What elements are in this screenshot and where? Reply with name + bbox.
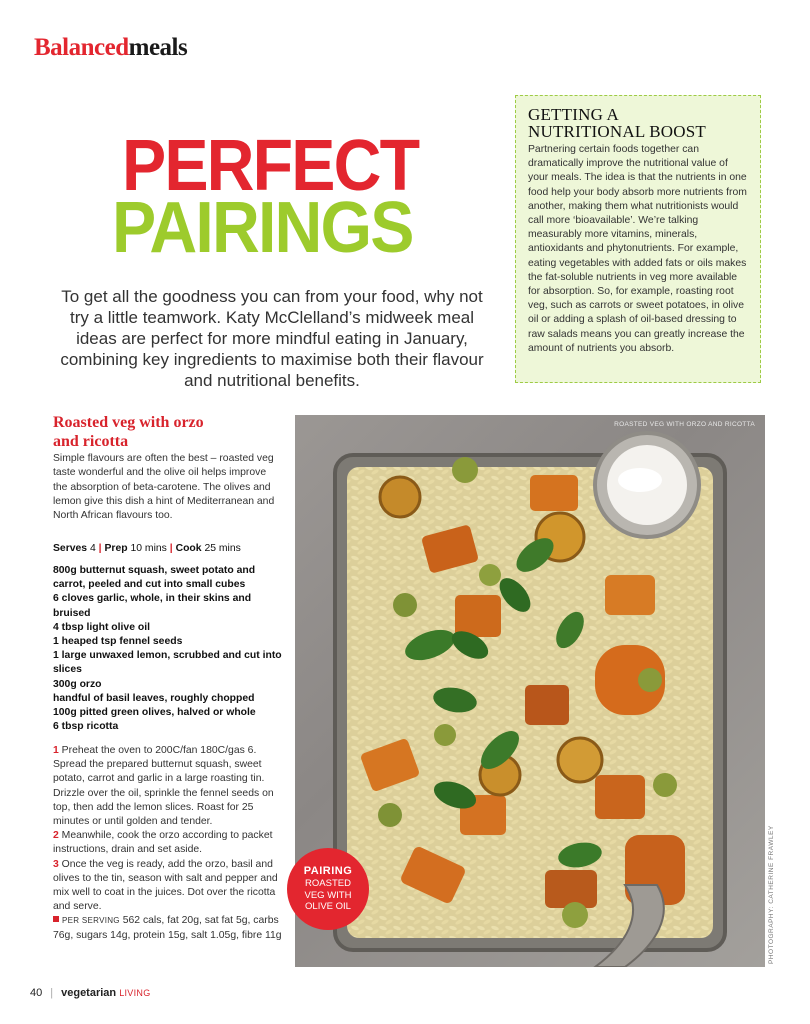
- badge-line-1: PAIRING: [303, 865, 353, 877]
- meta-separator: |: [98, 543, 102, 554]
- method-step: [53, 829, 283, 857]
- method-step: [53, 744, 283, 829]
- ingredient-item: 4 tbsp light olive oil: [53, 621, 150, 633]
- step-number: 3: [53, 858, 59, 870]
- badge-line-3: VEG WITH: [304, 889, 352, 901]
- meta-separator: |: [169, 543, 173, 554]
- ingredient-item: handful of basil leaves, roughly chopped: [53, 692, 255, 704]
- recipe-description: Simple flavours are often the best – roasted veg taste wonderful and the olive oil helps improve the absorption of beta-carotene. The olives and lemon give this dish a hint of Mediterranean and North African flavours too.: [53, 453, 275, 522]
- per-serving-label: PER SERVING: [62, 916, 120, 926]
- brand-part-1: Balanced: [34, 34, 129, 61]
- badge-line-2: ROASTED: [305, 878, 351, 889]
- intro-text: To get all the goodness you can from your food, why not try a little teamwork. Katy McClelland’s midweek meal ideas are perfect for more mindful eating in January, combining key ingredients to maximise both their flavour and nutritional benefits.: [60, 287, 484, 390]
- step-number: 2: [53, 830, 59, 842]
- badge-line-4: OLIVE OIL: [305, 901, 351, 912]
- recipe-title-line-1: Roasted veg with orzo: [53, 414, 204, 431]
- ingredient-item: 100g pitted green olives, halved or whole: [53, 707, 256, 719]
- headline-line-2: PAIRINGS: [112, 188, 413, 268]
- page-footer: [30, 987, 151, 999]
- ingredient-item: 800g butternut squash, sweet potato and carrot, peeled and cut into small cubes: [53, 565, 256, 591]
- photo-credit: PHOTOGRAPHY: CATHERINE FRAWLEY: [768, 825, 775, 964]
- boost-title-line-1: GETTING A: [528, 105, 620, 124]
- magazine-suffix: LIVING: [119, 988, 151, 998]
- pairing-badge: [287, 848, 369, 930]
- ingredient-item: 6 cloves garlic, whole, in their skins and bruised: [53, 593, 252, 619]
- ingredients-list: [53, 564, 283, 734]
- method: [53, 744, 283, 943]
- serves-value: 4: [89, 543, 96, 554]
- method-step: [53, 858, 283, 915]
- step-text: Preheat the oven to 200C/fan 180C/gas 6. Spread the prepared butternut squash, sweet potato, carrot and garlic in a large roasting tin. Drizzle over the oil, sprinkle the fennel seeds on top, then add the lemon slices. Roast for 25 minutes or until golden and tender.: [53, 745, 274, 828]
- ingredient-item: 300g orzo: [53, 678, 102, 690]
- step-number: 1: [53, 745, 59, 756]
- section-brand: [34, 34, 187, 62]
- step-text: Once the veg is ready, add the orzo, basil and olives to the tin, season with salt and pepper and mix well to coat in the juices. Dot over the ricotta and serve.: [53, 858, 278, 913]
- step-text: Meanwhile, cook the orzo according to packet instructions, drain and set aside.: [53, 830, 273, 856]
- boost-title-line-2: NUTRITIONAL BOOST: [528, 122, 706, 141]
- prep-label: Prep: [104, 543, 128, 554]
- footer-separator: |: [50, 987, 54, 999]
- ricotta-bowl: [595, 433, 699, 537]
- ingredient-item: 1 heaped tsp fennel seeds: [53, 636, 183, 648]
- per-serving-text: 562 cals, fat 20g, sat fat 5g, carbs 76g, sugars 14g, protein 15g, salt 1.05g, fibre 11g: [53, 915, 282, 941]
- photo-caption: ROASTED VEG WITH ORZO AND RICOTTA: [614, 421, 755, 428]
- brand-part-2: meals: [128, 34, 188, 61]
- serves-label: Serves: [53, 543, 88, 554]
- headline-line-1: PERFECT: [122, 126, 419, 206]
- cook-value: 25 mins: [204, 543, 241, 554]
- boost-body: Partnering certain foods together can dramatically improve the nutritional value of your meals. The idea is that the nutrients in one food help your body absorb more nutrients from another, making them what nutritionists would call more ‘bioavailable’. We’re talking measurably more vitamins, minerals, antioxidants and phytonutrients. For example, eating vegetables with added fats or oils makes the fat-soluble nutrients in veg more available for absorption. So, for example, roasting root veg, such as carrots or sweet potatoes, in olive oil or adding a splash of oil-based dressing to raw salads means you can greatly increase the amount of nutrients you absorb.: [528, 144, 747, 354]
- page-number: 40: [30, 987, 43, 999]
- recipe-title: [53, 413, 283, 451]
- boost-title: [528, 106, 750, 140]
- recipe-title-line-2: and ricotta: [53, 433, 129, 450]
- nutritional-boost-box: [515, 95, 761, 383]
- per-serving: [53, 914, 283, 942]
- recipe-meta: [53, 542, 241, 556]
- prep-value: 10 mins: [130, 543, 167, 554]
- cook-label: Cook: [175, 543, 202, 554]
- ingredient-item: 6 tbsp ricotta: [53, 721, 119, 733]
- square-bullet-icon: [53, 916, 59, 922]
- ingredient-item: 1 large unwaxed lemon, scrubbed and cut into slices: [53, 650, 282, 676]
- magazine-name: vegetarian: [61, 987, 117, 999]
